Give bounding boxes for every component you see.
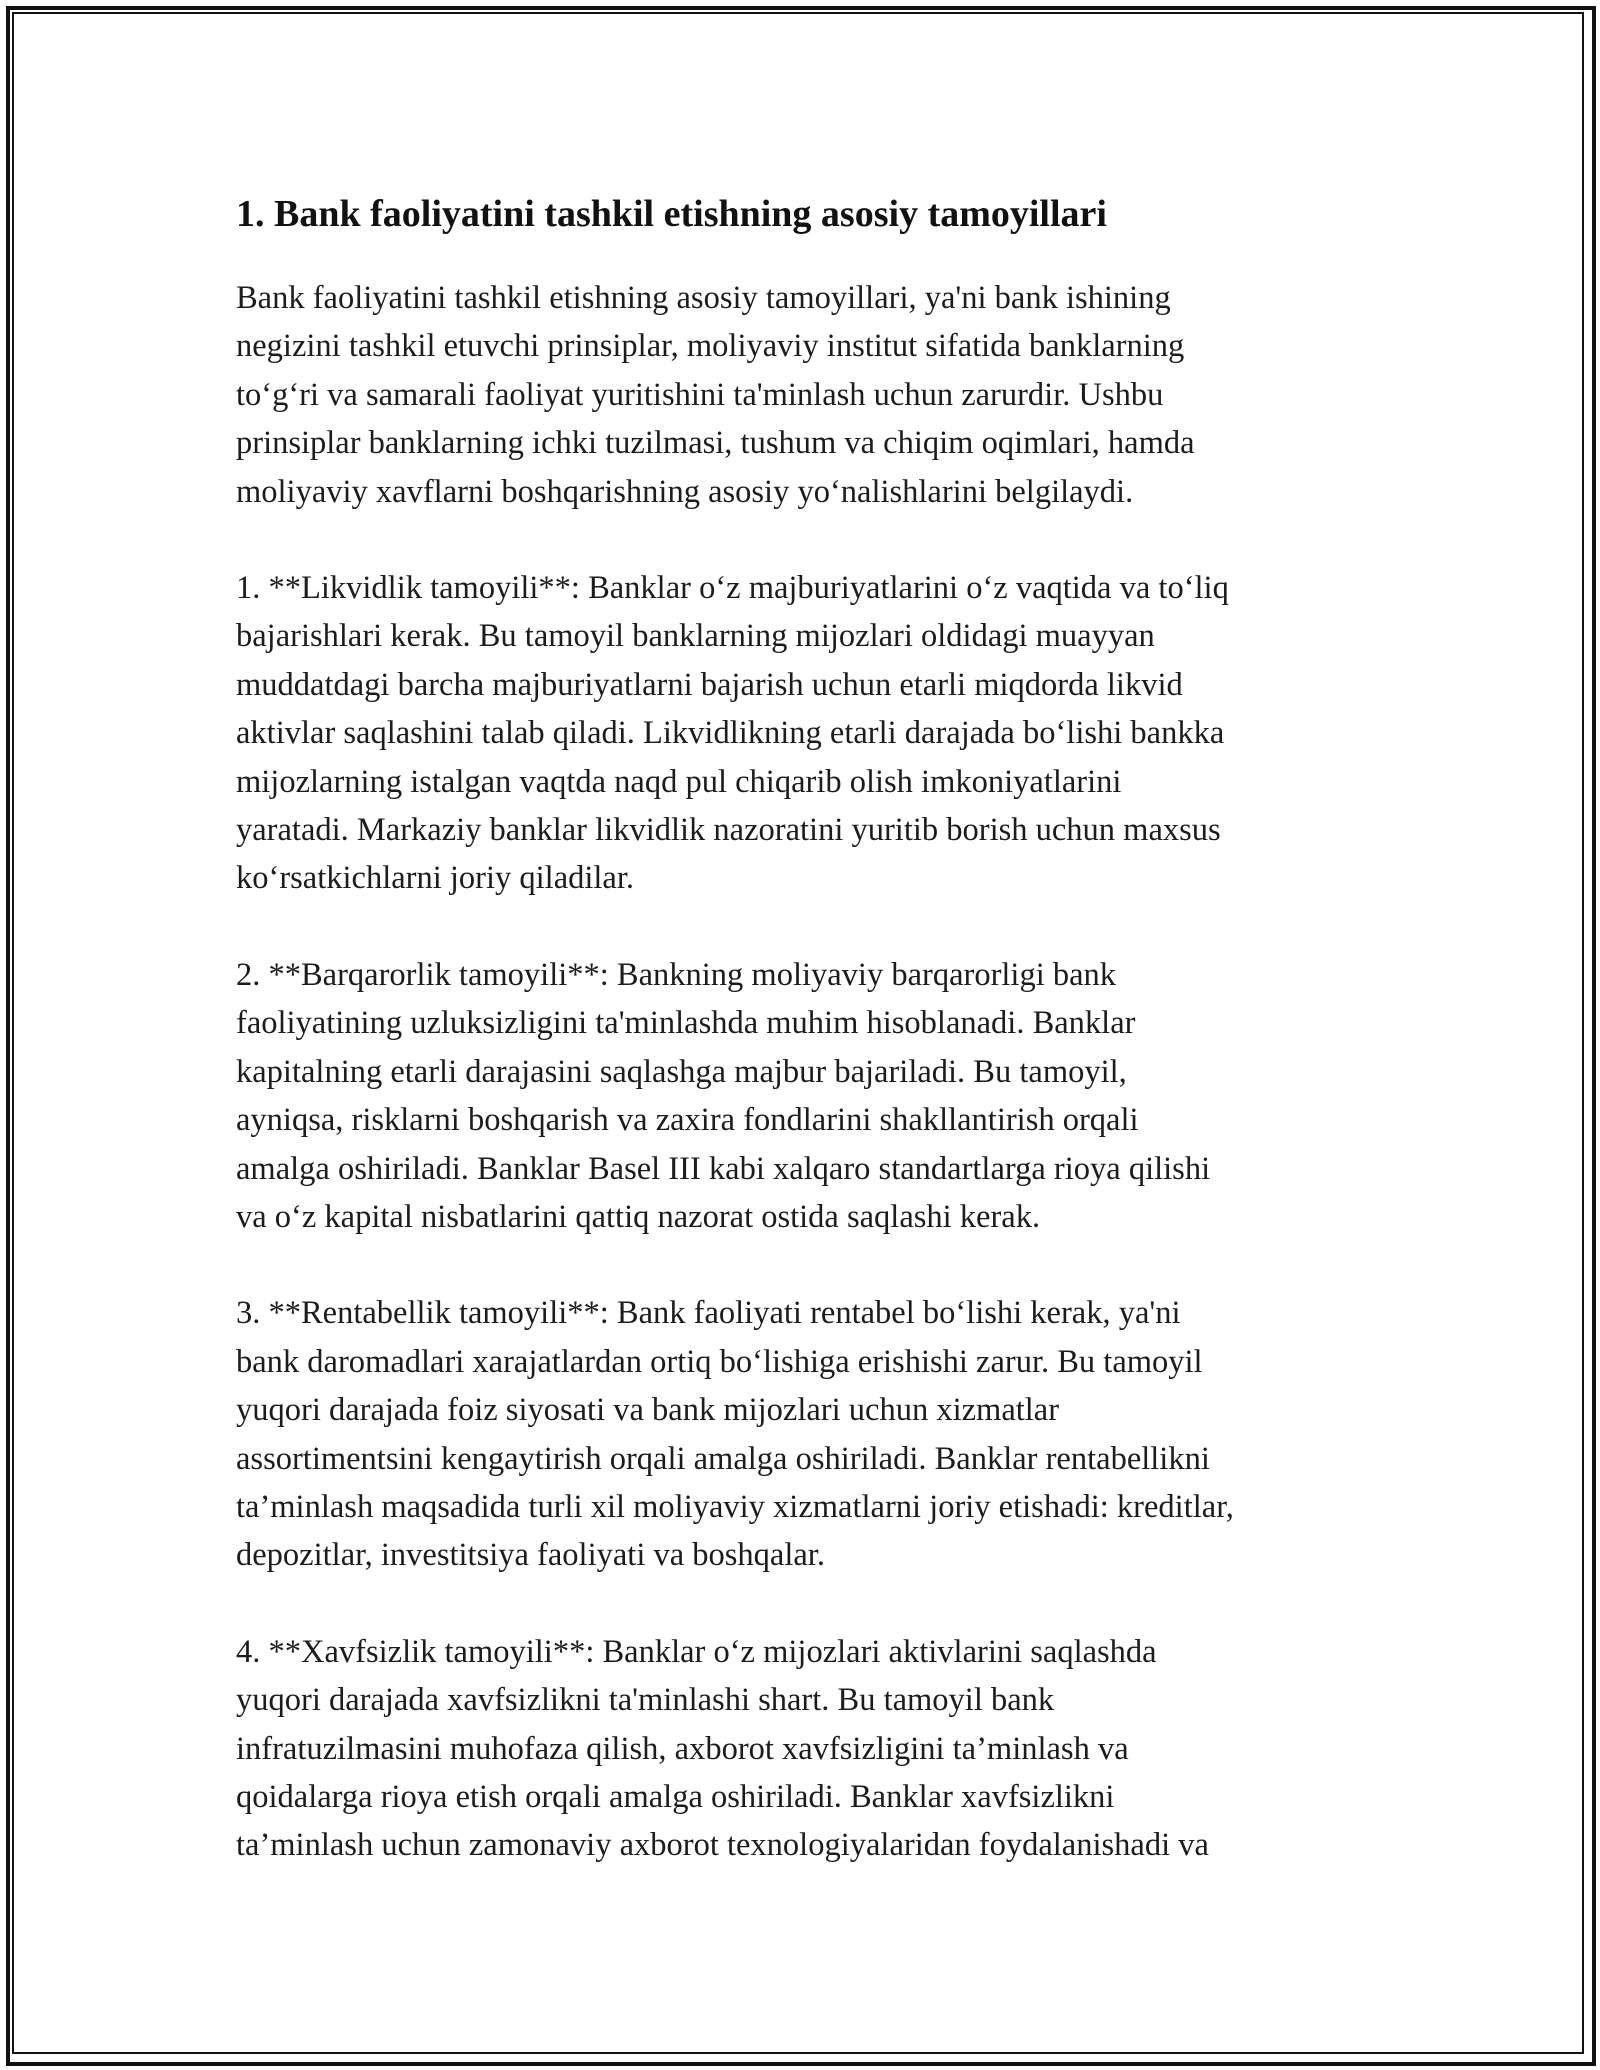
text-line: ta’minlash uchun zamonaviy axborot texnologiyalaridan foydalanishadi va <box>236 1827 1209 1864</box>
document-body <box>236 186 1376 1918</box>
text-line: infratuzilmasini muhofaza qilish, axborot xavfsizligini ta’minlash va <box>236 1730 1129 1767</box>
text-line: ko‘rsatkichlarni joriy qiladilar. <box>236 860 635 897</box>
text-line: aktivlar saqlashini talab qiladi. Likvidlikning etarli darajada bo‘lishi bankka <box>236 715 1225 752</box>
text-line: ta’minlash maqsadida turli xil moliyaviy xizmatlarni joriy etishadi: kreditlar, <box>236 1488 1234 1525</box>
principle-stability-paragraph <box>236 951 1376 1241</box>
text-line: 4. **Xavfsizlik tamoyili**: Banklar o‘z mijozlari aktivlarini saqlashda <box>236 1633 1157 1670</box>
section-heading: 1. Bank faoliyatini tashkil etishning asosiy tamoyillari <box>236 193 1107 235</box>
text-line: muddatdagi barcha majburiyatlarni bajarish uchun etarli miqdorda likvid <box>236 666 1183 703</box>
text-line: 2. **Barqarorlik tamoyili**: Bankning moliyaviy barqarorligi bank <box>236 956 1117 993</box>
text-line: moliyaviy xavflarni boshqarishning asosiy yo‘nalishlarini belgilaydi. <box>236 473 1134 510</box>
text-line: kapitalning etarli darajasini saqlashga majbur bajariladi. Bu tamoyil, <box>236 1053 1127 1090</box>
principle-liquidity-paragraph <box>236 564 1376 903</box>
text-line: amalga oshiriladi. Banklar Basel III kabi xalqaro standartlarga rioya qilishi <box>236 1150 1211 1187</box>
text-line: mijozlarning istalgan vaqtda naqd pul chiqarib olish imkoniyatlarini <box>236 763 1122 800</box>
principle-profitability-paragraph <box>236 1289 1376 1579</box>
principle-security-paragraph <box>236 1628 1376 1870</box>
text-line: assortimentsini kengaytirish orqali amalga oshiriladi. Banklar rentabellikni <box>236 1440 1210 1477</box>
text-line: negizini tashkil etuvchi prinsiplar, moliyaviy institut sifatida banklarning <box>236 328 1185 365</box>
text-line: va o‘z kapital nisbatlarini qattiq nazorat ostida saqlashi kerak. <box>236 1198 1041 1235</box>
text-line: to‘g‘ri va samarali faoliyat yuritishini ta'minlash uchun zarurdir. Ushbu <box>236 376 1164 413</box>
text-line: yaratadi. Markaziy banklar likvidlik nazoratini yuritib borish uchun maxsus <box>236 812 1221 849</box>
text-line: faoliyatining uzluksizligini ta'minlashda muhim hisoblanadi. Banklar <box>236 1005 1136 1042</box>
text-line: bajarishlari kerak. Bu tamoyil banklarning mijozlari oldidagi muayyan <box>236 618 1155 655</box>
text-line: yuqori darajada foiz siyosati va bank mijozlari uchun xizmatlar <box>236 1392 1060 1429</box>
text-line: 1. **Likvidlik tamoyili**: Banklar o‘z majburiyatlarini o‘z vaqtida va to‘liq <box>236 570 1229 607</box>
text-line: qoidalarga rioya etish orqali amalga oshiriladi. Banklar xavfsizlikni <box>236 1778 1115 1815</box>
text-line: yuqori darajada xavfsizlikni ta'minlashi shart. Bu tamoyil bank <box>236 1682 1055 1719</box>
text-line: Bank faoliyatini tashkil etishning asosiy tamoyillari, ya'ni bank ishining <box>236 280 1171 316</box>
text-line: ayniqsa, risklarni boshqarish va zaxira fondlarini shakllantirish orqali <box>236 1102 1139 1139</box>
text-line: 3. **Rentabellik tamoyili**: Bank faoliyati rentabel bo‘lishi kerak, ya'ni <box>236 1295 1181 1332</box>
text-line: bank daromadlari xarajatlardan ortiq bo‘lishiga erishishi zarur. Bu tamoyil <box>236 1343 1203 1380</box>
text-line: depozitlar, investitsiya faoliyati va boshqalar. <box>236 1537 825 1574</box>
text-line: prinsiplar banklarning ichki tuzilmasi, tushum va chiqim oqimlari, hamda <box>236 425 1195 462</box>
intro-paragraph <box>236 274 1376 516</box>
